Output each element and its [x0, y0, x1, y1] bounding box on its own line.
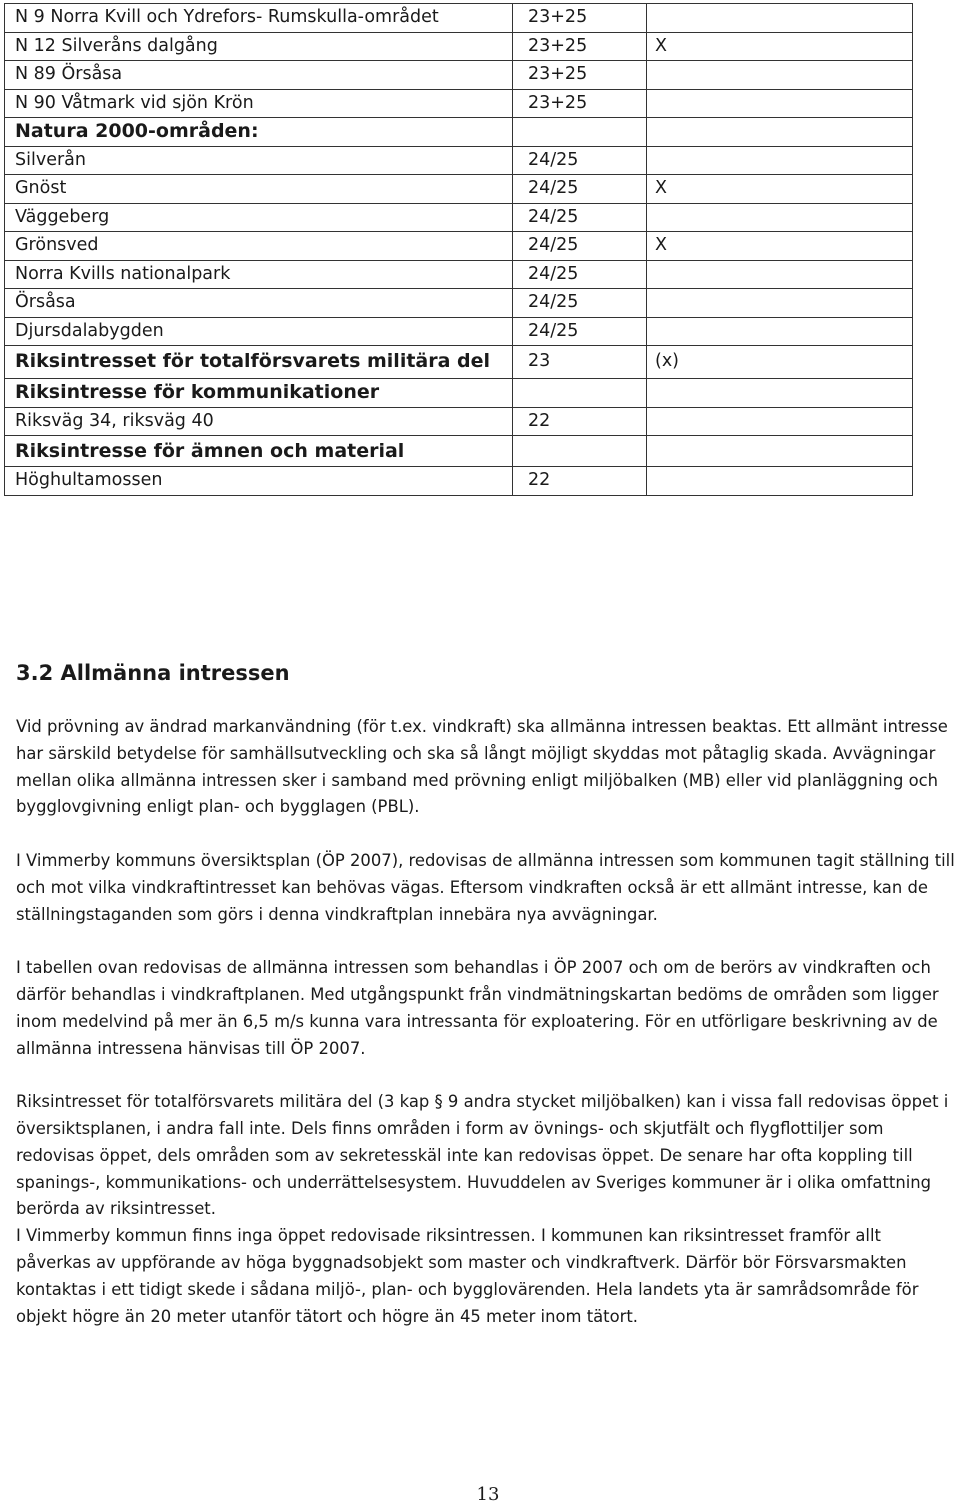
area-name: N 12 Silveråns dalgång	[5, 32, 513, 61]
area-page: 24/25	[513, 260, 647, 289]
table-row	[5, 260, 913, 289]
area-page: 24/25	[513, 317, 647, 346]
area-mark	[647, 436, 913, 467]
interests-table	[4, 3, 913, 496]
table-group-heading-row	[5, 379, 913, 408]
area-mark	[647, 89, 913, 118]
area-mark	[647, 4, 913, 33]
area-mark: X	[647, 32, 913, 61]
area-mark: X	[647, 232, 913, 261]
section-body	[16, 714, 956, 1330]
area-mark	[647, 203, 913, 232]
group-heading: Natura 2000-områden:	[5, 118, 513, 147]
table-row	[5, 61, 913, 90]
section-heading: 3.2 Allmänna intressen	[16, 661, 290, 685]
area-name: N 90 Våtmark vid sjön Krön	[5, 89, 513, 118]
area-name: N 89 Örsåsa	[5, 61, 513, 90]
area-name: Gnöst	[5, 175, 513, 204]
area-page: 23+25	[513, 4, 647, 33]
area-name: Väggeberg	[5, 203, 513, 232]
table-row	[5, 175, 913, 204]
area-mark	[647, 467, 913, 496]
area-mark	[647, 317, 913, 346]
area-page	[513, 379, 647, 408]
area-mark	[647, 61, 913, 90]
table-row	[5, 4, 913, 33]
paragraph: Riksintresset för totalförsvarets militära del (3 kap § 9 andra stycket miljöbalken) kan i vissa fall redovisas öppet i översiktsplanen, i andra fall inte. Dels finns områden i form av övnings- och skjutfält och flygflottiljer som redovisas öppet, dels områden som av sekretesskäl inte kan redovisas öppet. De senare har ofta koppling till spanings-, kommunikations- och underrättelsesystem. Huvuddelen av Sveriges kommuner är i olika omfattning berörda av riksintresset.	[16, 1092, 949, 1219]
area-page: 24/25	[513, 146, 647, 175]
area-name: N 9 Norra Kvill och Ydrefors- Rumskulla-området	[5, 4, 513, 33]
area-page: 23	[513, 346, 647, 379]
area-name: Höghultamossen	[5, 467, 513, 496]
table-row	[5, 32, 913, 61]
area-name: Djursdalabygden	[5, 317, 513, 346]
table-row	[5, 89, 913, 118]
paragraph: I Vimmerby kommun finns inga öppet redovisade riksintressen. I kommunen kan riksintresset framför allt påverkas av uppförande av höga byggnadsobjekt som master och vindkraftverk. Därför bör Försvarsmakten kontaktas i ett tidigt skede i sådana miljö-, plan- och bygglovärenden. Hela landets yta är samrådsområde för objekt högre än 20 meter utanför tätort och högre än 45 meter inom tätort.	[16, 1226, 919, 1326]
area-mark: X	[647, 175, 913, 204]
area-page: 23+25	[513, 61, 647, 90]
area-page	[513, 118, 647, 147]
table-row	[5, 467, 913, 496]
paragraph: Vid prövning av ändrad markanvändning (för t.ex. vindkraft) ska allmänna intressen beaktas. Ett allmänt intresse har särskild betydelse för samhällsutveckling och ska så långt möjligt skyddas mot påtaglig skada. Avvägningar mellan olika allmänna intressen sker i samband med prövning enligt miljöbalken (MB) eller vid planläggning och bygglovgivning enligt plan- och bygglagen (PBL).	[16, 717, 948, 817]
area-page: 23+25	[513, 89, 647, 118]
area-page: 24/25	[513, 232, 647, 261]
group-heading: Riksintresse för ämnen och material	[5, 436, 513, 467]
area-mark: (x)	[647, 346, 913, 379]
area-page: 24/25	[513, 289, 647, 318]
table-group-heading-row	[5, 118, 913, 147]
area-mark	[647, 260, 913, 289]
area-mark	[647, 407, 913, 436]
table-row	[5, 146, 913, 175]
table-group-heading-row	[5, 436, 913, 467]
table-row	[5, 317, 913, 346]
area-name: Grönsved	[5, 232, 513, 261]
paragraph: I Vimmerby kommuns översiktsplan (ÖP 2007), redovisas de allmänna intressen som kommunen tagit ställning till och mot vilka vindkraftintresset kan behövas vägas. Eftersom vindkraften också är ett allmänt intresse, kan de ställningstaganden som görs i denna vindkraftplan innebära nya avvägningar.	[16, 850, 955, 924]
table-row	[5, 289, 913, 318]
area-mark	[647, 118, 913, 147]
area-page	[513, 436, 647, 467]
area-name: Riksväg 34, riksväg 40	[5, 407, 513, 436]
area-mark	[647, 379, 913, 408]
group-heading: Riksintresset för totalförsvarets militära del	[5, 346, 513, 379]
table-row	[5, 203, 913, 232]
area-page: 22	[513, 407, 647, 436]
area-page: 24/25	[513, 175, 647, 204]
group-heading: Riksintresse för kommunikationer	[5, 379, 513, 408]
area-name: Silverån	[5, 146, 513, 175]
page-number: 13	[476, 1484, 500, 1505]
area-page: 23+25	[513, 32, 647, 61]
area-page: 22	[513, 467, 647, 496]
table-group-heading-row	[5, 346, 913, 379]
area-mark	[647, 146, 913, 175]
area-page: 24/25	[513, 203, 647, 232]
table-row	[5, 232, 913, 261]
area-mark	[647, 289, 913, 318]
paragraph: I tabellen ovan redovisas de allmänna intressen som behandlas i ÖP 2007 och om de berörs av vindkraften och därför behandlas i vindkraftplanen. Med utgångspunkt från vindmätningskartan bedöms de områden som ligger inom medelvind på mer än 6,5 m/s kunna vara intressanta för exploatering. För en utförligare beskrivning av de allmänna intressena hänvisas till ÖP 2007.	[16, 958, 939, 1058]
table-row	[5, 407, 913, 436]
area-name: Norra Kvills nationalpark	[5, 260, 513, 289]
area-name: Örsåsa	[5, 289, 513, 318]
